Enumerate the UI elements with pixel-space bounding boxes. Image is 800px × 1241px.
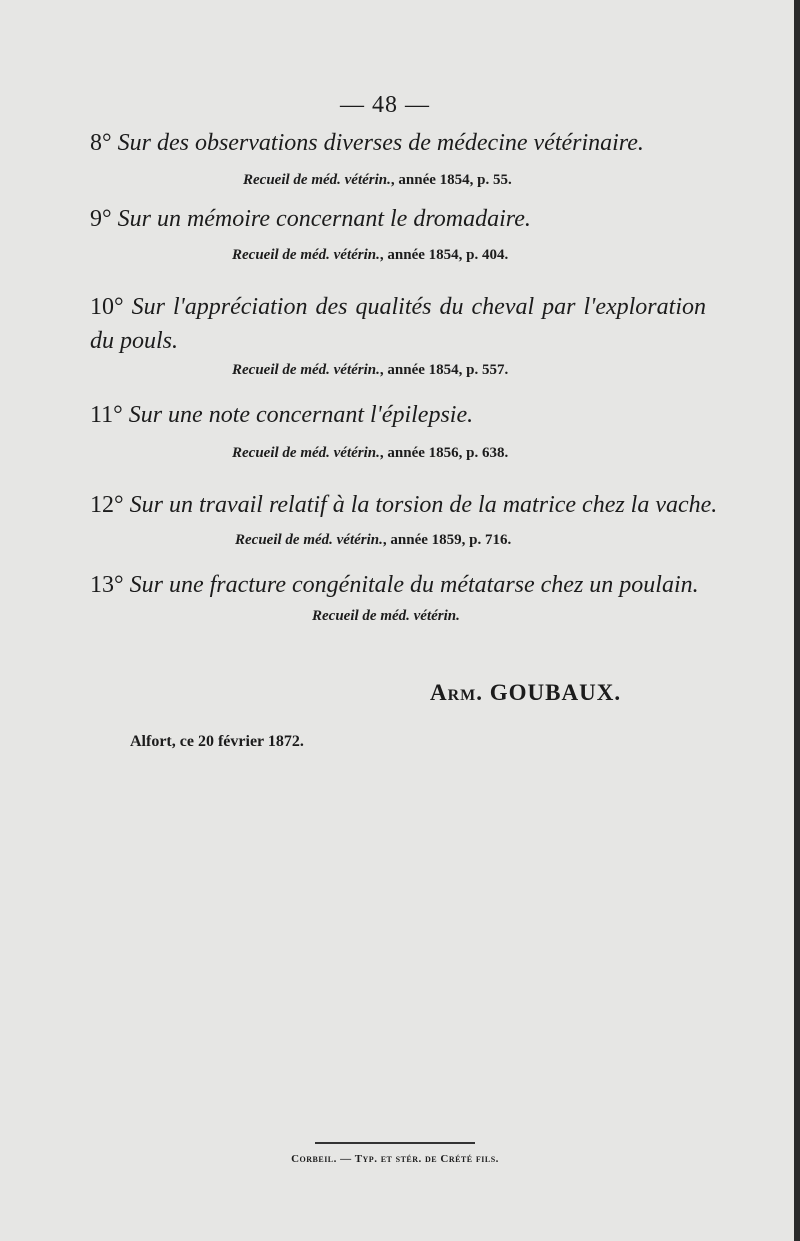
entry-reference-12	[235, 532, 511, 549]
reference-source: Recueil de méd. vétérin.	[232, 247, 380, 263]
entry-number: 8°	[90, 130, 118, 156]
page-edge-shadow	[794, 0, 800, 1241]
entry-reference-8	[243, 172, 512, 189]
entry-title-10	[90, 290, 706, 358]
author-signature: Arm. GOUBAUX.	[430, 680, 622, 705]
reference-details: , année 1856, p. 638.	[379, 445, 509, 461]
printer-imprint: Corbeil. — Typ. et stér. de Crété fils.	[291, 1153, 499, 1165]
entry-title-text: Sur un mémoire concernant le dromadaire.	[117, 206, 531, 232]
entry-title-text: Sur une note concernant l'épilepsie.	[128, 402, 474, 428]
entry-number: 12°	[90, 492, 130, 518]
footer-rule	[315, 1142, 475, 1144]
entry-number: 10°	[90, 294, 132, 320]
entry-title-text: Sur une fracture congénitale du métatarse chez un poulain.	[129, 572, 699, 598]
entry-reference-9	[232, 247, 508, 264]
entry-title-12	[90, 488, 717, 522]
reference-source: Recueil de méd. vétérin.	[312, 608, 460, 624]
entry-number: 13°	[90, 572, 130, 598]
entry-title-8	[90, 126, 644, 160]
reference-details: , année 1854, p. 557.	[379, 362, 509, 378]
reference-details: , année 1859, p. 716.	[382, 532, 512, 548]
entry-title-text: Sur des observations diverses de médecine vétérinaire.	[117, 130, 644, 156]
page-number: — 48 —	[340, 92, 430, 118]
reference-source: Recueil de méd. vétérin.	[232, 362, 380, 378]
entry-title-text: Sur un travail relatif à la torsion de la matrice chez la vache.	[129, 492, 718, 518]
dateline: Alfort, ce 20 février 1872.	[130, 733, 304, 750]
reference-source: Recueil de méd. vétérin.	[235, 532, 383, 548]
reference-source: Recueil de méd. vétérin.	[232, 445, 380, 461]
entry-title-13	[90, 568, 699, 602]
entry-number: 9°	[90, 206, 118, 232]
entry-reference-13	[312, 608, 460, 625]
entry-title-11	[90, 398, 473, 432]
entry-reference-11	[232, 445, 508, 462]
reference-details: , année 1854, p. 55.	[390, 172, 512, 188]
entry-title-9	[90, 202, 531, 236]
entry-title-text: Sur l'appréciation des qualités du cheval par l'exploration du pouls.	[90, 294, 706, 354]
entry-number: 11°	[90, 402, 129, 428]
reference-source: Recueil de méd. vétérin.	[243, 172, 391, 188]
entry-reference-10	[232, 362, 508, 379]
reference-details: , année 1854, p. 404.	[379, 247, 509, 263]
